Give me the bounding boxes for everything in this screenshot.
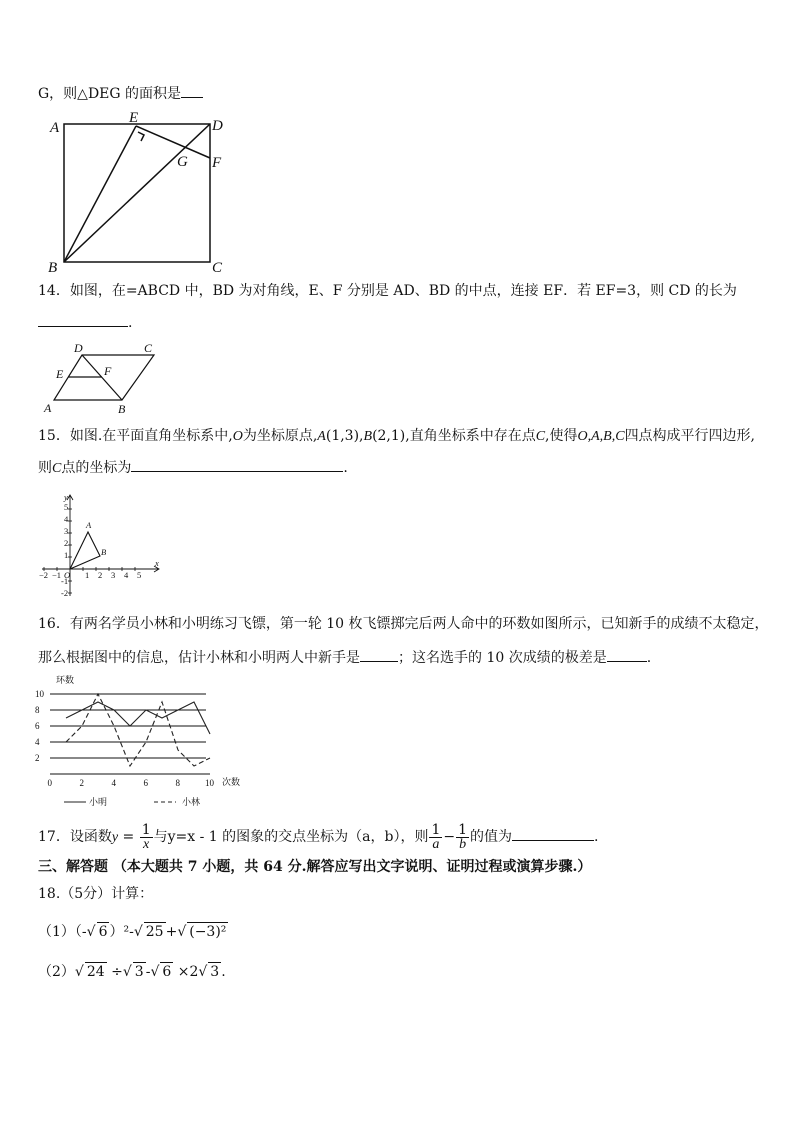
origin-label: O [64,570,71,580]
y-tick-label: 8 [35,705,40,715]
legend [64,796,200,807]
label-g: G [177,154,188,170]
label-a: A [50,120,60,136]
y-tick-label: 2 [35,753,40,763]
fraction-1-over-b: $\frac{1}{b}$ [458,821,468,852]
point-a-label: A [86,520,92,530]
x-tick-label: 6 [143,778,148,788]
label-d: D [212,118,223,134]
label-c: C [212,260,223,274]
series-line-xiaoming [66,702,210,734]
x-tick-label: 0 [47,778,52,788]
q17-text: 17．设函数y = $\frac{1}{x}$ 与y=x - 1 的图象的交点坐标为（a，b），则 $\frac{1}{a}$ − $\frac{1}{b}$ 的值为 . [38,821,599,852]
q15-line2: 则C点的坐标为 . [38,457,348,478]
fraction-1-over-a: $\frac{1}{a}$ [431,821,441,852]
segment-bd [64,124,210,262]
label-e: E [129,112,139,126]
x-tick-4: 4 [124,570,129,580]
segment-ef [136,126,210,158]
section-3-heading: 三、解答题 （本大题共 7 小题，共 64 分.解答应写出文字说明、证明过程或演算步骤.） [38,859,592,875]
y-axis-label: y [64,492,68,502]
q18-part-1: （1）（-√ 6 ）²-√ 25 +√ (−3)² [38,924,227,940]
label-c: C [144,341,153,355]
y-tick-4: 4 [64,514,69,524]
legend-label-xiaoming: 小明 [89,797,108,807]
label-e: E [56,367,64,381]
answer-blank [131,457,343,472]
answer-blank-2 [607,647,647,662]
x-tick-neg1: −1 [52,570,62,580]
answer-blank [38,312,128,327]
x-axis-label: 次数 [222,777,241,787]
x-tick-2: 2 [98,570,103,580]
q16-line1: 16．有两名学员小林和小明练习飞镖，第一轮 10 枚飞镖掷完后两人命中的环数如图所示，已知新手的成绩不太稳定， [38,616,769,632]
label-b: B [48,260,58,274]
q15-text: 15．如图.在平面直角坐标系中,O为坐标原点,A(1,3),B(2,1),直角坐标系中存在点C,使得O,A,B,C四点构成平行四边形, [38,428,756,444]
legend-label-xiaolin: 小林 [182,797,201,807]
x-tick-neg2: −2 [39,570,49,580]
q14-figure [38,340,168,416]
x-tick-label: 8 [175,778,180,788]
y-axis-label: 环数 [56,675,75,685]
x-tick-label: 10 [205,778,214,788]
label-a: A [44,401,52,415]
y-tick-label: 4 [35,737,40,747]
right-angle-mark [138,132,144,141]
y-tick-5: 5 [64,502,69,512]
answer-blank-1 [360,647,398,662]
y-tick-label: 6 [35,721,40,731]
y-tick-2: 2 [64,538,69,548]
x-tick-label: 2 [79,778,84,788]
x-tick-label: 4 [111,778,116,788]
point-b-label: B [101,547,107,557]
answer-blank [512,826,594,841]
answer-blank [181,83,203,98]
fraction-1-over-x: $\frac{1}{x}$ [141,821,151,852]
y-tick-neg1: -1 [61,576,69,586]
label-f: F [104,364,112,378]
x-tick-1: 1 [85,570,90,580]
label-f: F [212,155,222,171]
x-tick-3: 3 [111,570,116,580]
q18-title: 18.（5分）计算： [38,886,154,902]
y-tick-neg2: -2 [61,588,69,598]
segment-be [64,126,136,262]
q16-line2: 那么根据图中的信息，估计小林和小明两人中新手是 ；这名选手的 10 次成绩的极差是 . [38,647,651,667]
x-axis-label: x [155,558,159,568]
q14-answer-line: . [38,312,132,332]
label-b: B [118,402,126,416]
x-tick-5: 5 [137,570,142,580]
q15-coordinate-graph [36,492,166,600]
q13-text: G，则△DEG 的面积是 [38,83,203,103]
y-tick-1: 1 [64,550,69,560]
y-tick-3: 3 [64,526,69,536]
q16-dart-score-chart [32,672,254,812]
q14-text: 14．如图，在=ABCD 中，BD 为对角线，E、F 分别是 AD、BD 的中点，连接 EF．若 EF=3，则 CD 的长为 [38,283,737,299]
q18-part-2: （2）√ 24 ÷√ 3 -√ 6 ×2√ 3 . [38,964,226,980]
label-d: D [74,341,83,355]
y-tick-label: 10 [35,689,44,699]
q13-figure [40,112,240,274]
triangle-oab [70,532,100,569]
